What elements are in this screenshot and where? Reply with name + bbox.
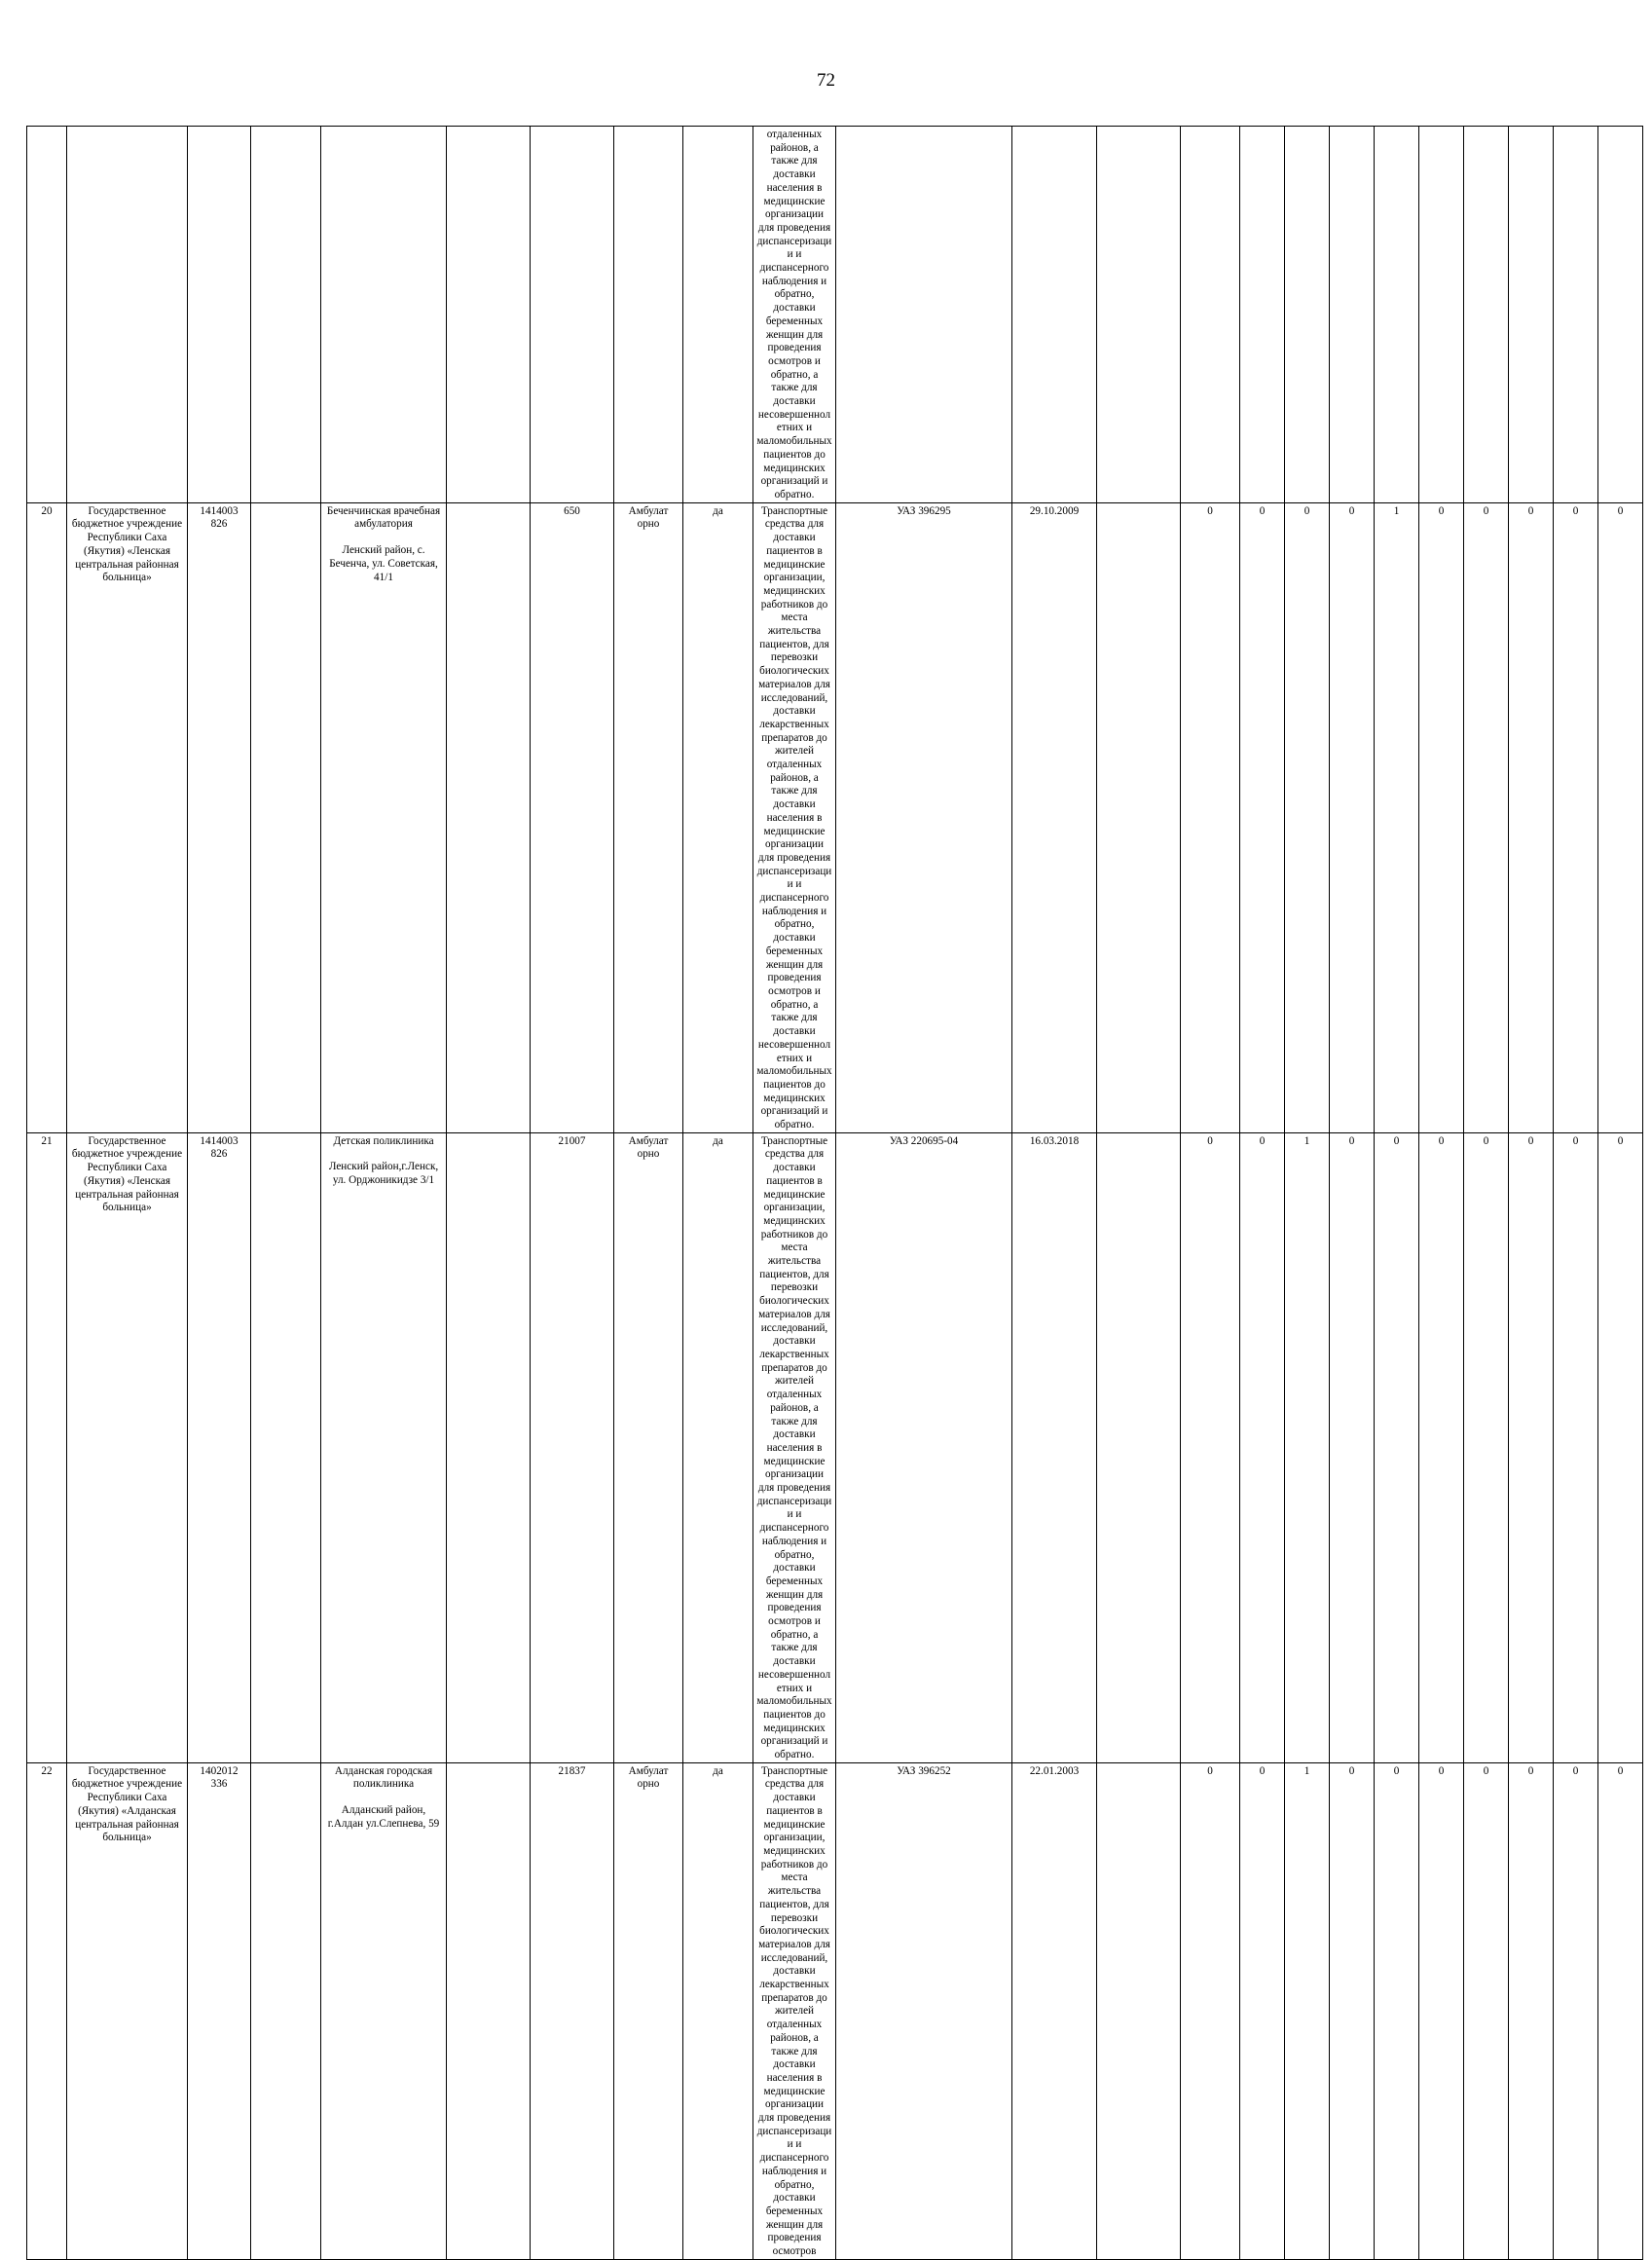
cell-flag: да — [683, 1762, 753, 2259]
cell-date: 16.03.2018 — [1012, 1132, 1097, 1762]
cell-org: Государственное бюджетное учреждение Республики Саха (Якутия) «Ленская центральная районная больница» — [67, 1132, 188, 1762]
table-row-continuation — [27, 127, 1652, 503]
cell-count: 0 — [1554, 502, 1598, 1132]
cell-inn: 1414003 826 — [188, 502, 251, 1132]
cell-facility — [321, 127, 447, 503]
cell-count: 0 — [1554, 1762, 1598, 2259]
cell-vehicle: УАЗ 396295 — [836, 502, 1012, 1132]
cell-date: 29.10.2009 — [1012, 502, 1097, 1132]
cell-count: 1 — [1285, 1132, 1330, 1762]
cell-col14 — [1097, 1132, 1181, 1762]
cell-col4 — [251, 1132, 321, 1762]
cell-count — [1285, 127, 1330, 503]
cell-inn: 1402012 336 — [188, 1762, 251, 2259]
cell-description: Транспортные средства для доставки пациентов в медицинские организации, медицинских работников до места жительства пациентов, для перевозки биологических материалов для исследований, доставки лекарственных препаратов до жителей отдаленных районов, а также для доставки населения в медицинские организации для проведения диспансеризации и диспансерного наблюдения и обратно, доставки беременных женщин для проведения осмотров и обратно, а также для доставки несовершеннолетних и маломобильных пациентов до медицинских организаций и обратно. — [753, 1132, 836, 1762]
registry-table — [26, 126, 1652, 2260]
cell-count: 0 — [1554, 1132, 1598, 1762]
facility-address: Ленский район, с. Беченча, ул. Советская, 41/1 — [329, 544, 438, 582]
cell-no: 20 — [27, 502, 67, 1132]
cell-count: 0 — [1181, 1762, 1240, 2259]
cell-org — [67, 127, 188, 503]
page-number: 72 — [0, 70, 1652, 92]
cell-care-type — [614, 127, 683, 503]
cell-description: Транспортные средства для доставки пациентов в медицинские организации, медицинских работников до места жительства пациентов, для перевозки биологических материалов для исследований, доставки лекарственных препаратов до жителей отдаленных районов, а также для доставки населения в медицинские организации для проведения диспансеризации и диспансерного наблюдения и обратно, доставки беременных женщин для проведения осмотров — [753, 1762, 836, 2259]
cell-flag: да — [683, 502, 753, 1132]
cell-population — [531, 127, 614, 503]
cell-no: 22 — [27, 1762, 67, 2259]
table-row — [27, 1132, 1652, 1762]
cell-col14 — [1097, 1762, 1181, 2259]
cell-count: 0 — [1464, 1762, 1509, 2259]
cell-flag: да — [683, 1132, 753, 1762]
cell-count — [1330, 127, 1375, 503]
cell-count: 0 — [1419, 502, 1464, 1132]
table-row — [27, 1762, 1652, 2259]
cell-care-type: Амбулат орно — [614, 1132, 683, 1762]
cell-col4 — [251, 127, 321, 503]
cell-flag — [683, 127, 753, 503]
cell-count: 0 — [1240, 1132, 1285, 1762]
cell-count: 0 — [1598, 1132, 1643, 1762]
cell-facility — [321, 1762, 447, 2259]
cell-count — [1419, 127, 1464, 503]
cell-col14 — [1097, 502, 1181, 1132]
cell-count: 0 — [1330, 1762, 1375, 2259]
cell-count: 0 — [1509, 1132, 1554, 1762]
cell-care-type: Амбулат орно — [614, 502, 683, 1132]
cell-count: 0 — [1330, 502, 1375, 1132]
cell-description: Транспортные средства для доставки пациентов в медицинские организации, медицинских работников до места жительства пациентов, для перевозки биологических материалов для исследований, доставки лекарственных препаратов до жителей отдаленных районов, а также для доставки населения в медицинские организации для проведения диспансеризации и диспансерного наблюдения и обратно, доставки беременных женщин для проведения осмотров и обратно, а также для доставки несовершеннолетних и маломобильных пациентов до медицинских организаций и обратно. — [753, 502, 836, 1132]
cell-count — [1240, 127, 1285, 503]
cell-count — [1464, 127, 1509, 503]
cell-count: 0 — [1419, 1132, 1464, 1762]
cell-population: 650 — [531, 502, 614, 1132]
cell-inn — [188, 127, 251, 503]
cell-count — [1181, 127, 1240, 503]
cell-count: 0 — [1240, 1762, 1285, 2259]
cell-count: 0 — [1240, 502, 1285, 1132]
cell-org: Государственное бюджетное учреждение Республики Саха (Якутия) «Алданская центральная районная больница» — [67, 1762, 188, 2259]
facility-name: Беченчинская врачебная амбулатория — [327, 505, 440, 531]
cell-vehicle: УАЗ 220695-04 — [836, 1132, 1012, 1762]
cell-count — [1509, 127, 1554, 503]
cell-col6 — [447, 1132, 531, 1762]
cell-count: 0 — [1330, 1132, 1375, 1762]
cell-count — [1598, 127, 1643, 503]
cell-no — [27, 127, 67, 503]
cell-population: 21837 — [531, 1762, 614, 2259]
cell-org: Государственное бюджетное учреждение Республики Саха (Якутия) «Ленская центральная районная больница» — [67, 502, 188, 1132]
cell-vehicle — [836, 127, 1012, 503]
cell-no: 21 — [27, 1132, 67, 1762]
cell-count: 0 — [1181, 1132, 1240, 1762]
cell-col4 — [251, 1762, 321, 2259]
cell-count: 1 — [1375, 502, 1419, 1132]
cell-count: 0 — [1598, 502, 1643, 1132]
cell-count: 0 — [1285, 502, 1330, 1132]
cell-facility — [321, 502, 447, 1132]
cell-count: 0 — [1509, 502, 1554, 1132]
cell-facility — [321, 1132, 447, 1762]
cell-count — [1375, 127, 1419, 503]
cell-col6 — [447, 1762, 531, 2259]
cell-col6 — [447, 502, 531, 1132]
cell-inn: 1414003 826 — [188, 1132, 251, 1762]
cell-description: отдаленных районов, а также для доставки населения в медицинские организации для проведения диспансеризации и диспансерного наблюдения и обратно, доставки беременных женщин для проведения осмотров и обратно, а также для доставки несовершеннолетних и маломобильных пациентов до медицинских организаций и обратно. — [753, 127, 836, 503]
cell-count: 0 — [1375, 1132, 1419, 1762]
facility-address: Алданский район, г.Алдан ул.Слепнева, 59 — [328, 1804, 440, 1830]
cell-count: 0 — [1464, 502, 1509, 1132]
cell-col6 — [447, 127, 531, 503]
cell-count: 0 — [1419, 1762, 1464, 2259]
cell-care-type: Амбулат орно — [614, 1762, 683, 2259]
cell-count: 1 — [1285, 1762, 1330, 2259]
cell-col4 — [251, 502, 321, 1132]
cell-count: 0 — [1598, 1762, 1643, 2259]
table-row — [27, 502, 1652, 1132]
facility-name: Детская поликлиника — [333, 1135, 433, 1147]
cell-count: 0 — [1181, 502, 1240, 1132]
cell-count: 0 — [1464, 1132, 1509, 1762]
cell-date — [1012, 127, 1097, 503]
cell-count: 0 — [1509, 1762, 1554, 2259]
cell-col14 — [1097, 127, 1181, 503]
cell-vehicle: УАЗ 396252 — [836, 1762, 1012, 2259]
cell-count — [1554, 127, 1598, 503]
facility-name: Алданская городская поликлиника — [335, 1765, 432, 1791]
cell-population: 21007 — [531, 1132, 614, 1762]
cell-count: 0 — [1375, 1762, 1419, 2259]
facility-address: Ленский район,г.Ленск, ул. Орджоникидзе 3/1 — [329, 1161, 438, 1186]
cell-date: 22.01.2003 — [1012, 1762, 1097, 2259]
